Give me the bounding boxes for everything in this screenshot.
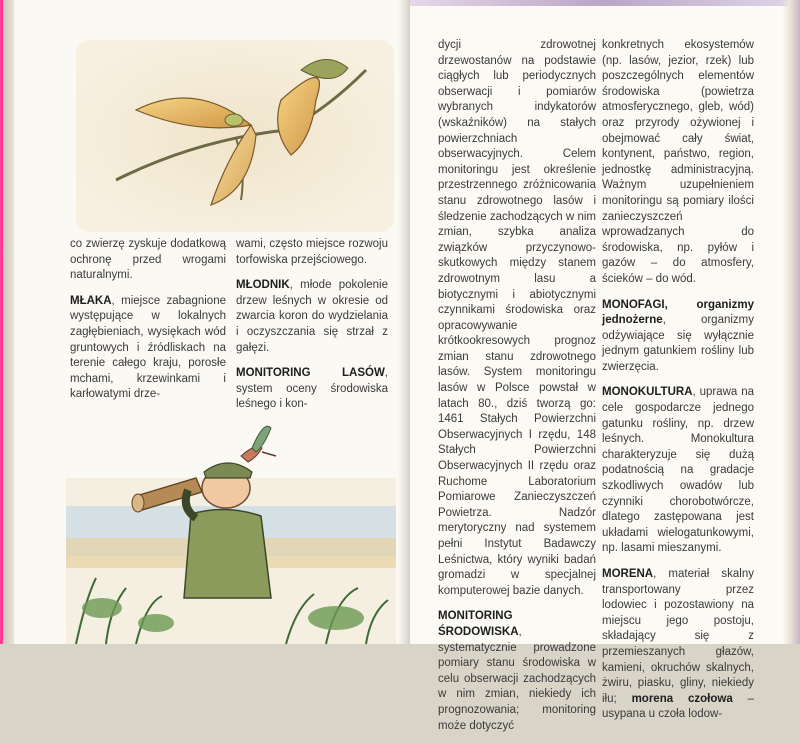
entry-text: , miejsce zabagnione występujące w lokalnych zagłębieniach, wysiękach wód gruntowych i źródliskach na terenie całego kraju, porosłe mchami, krzewinkami i karłowatymi drze- <box>70 294 226 401</box>
entry-mlaka <box>70 294 226 403</box>
entry-monitoring-lasow <box>236 366 388 413</box>
right-page <box>410 0 800 732</box>
left-column-a <box>70 237 226 413</box>
entry-text: – usypana u czoła lodow- <box>602 692 755 721</box>
entry-term-synonym: , organizmy jednożerne <box>602 298 754 327</box>
paragraph: co zwierzę zyskuje dodatkową ochronę przed wrogami naturalnymi. <box>70 238 226 282</box>
entry-term: MONOKULTURA <box>602 386 693 399</box>
entry-text: , młode pokolenie drzew leśnych w okresie od zwarcia koron do wydzielania i oczyszczania się strzał z gałęzi. <box>236 279 388 354</box>
left-page <box>0 0 410 644</box>
entry-monofagi <box>602 298 754 376</box>
entry-term: MONITORING ŚRODOWISKA <box>438 610 519 638</box>
right-page-edge <box>782 0 800 644</box>
entry-text: , uprawa na cele gospodarcze jednego gatunku rośliny, np. drzew leśnych. Monokultura charakteryzuje się dużą podatnością na gradacje szkodliwych owadów lub czynniki chorobotwórcze, dlatego zastępowana jest układami wielogatunkowymi, np. lasami mieszanymi. <box>602 386 754 555</box>
spyglass-man-illustration <box>66 418 396 644</box>
paragraph: dycji zdrowotnej drzewostanów na podstawie ciągłych lub periodycznych obserwacji i pomiarów wybranych indykatorów (wskaźników) na stałych powierzchniach obserwacyjnych. Celem monitoringu jest określenie przestrzennego zróżnicowania stanu zdrowotnego lasów i śledzenie zachodzących w nim zmian, szybka analiza związków przyczynowo-skutkowych między stanem zdrowotnym lasu a biotycznymi i abiotycznymi czynnikami środowiska oraz opracowywanie krótkookresowych prognoz zmian stanu zdrowotnego lasów. System monitoringu lasów w Polsce powstał w latach 80., dziś tworzą go: 1461 Stałych Powierzchni Obserwacyjnych I rzędu, 148 Stałych Powierzchni Obserwacyjnych II rzędu oraz Ruchome Laboratorium Pomiarowe Zanieczyszczeń Powietrza. Nadzór merytoryczny nad systemem pełni Instytut Badawczy Leśnictwa, który wyniki badań gromadzi w specjalnej komputerowej bazie danych. <box>438 39 596 597</box>
entry-morena <box>602 567 754 723</box>
entry-monitoring-srodowiska <box>438 609 596 734</box>
entry-term: MŁAKA <box>70 294 112 307</box>
page-edge-strip <box>0 0 14 644</box>
entry-monokultura <box>602 385 754 557</box>
entry-text: , systematycznie prowadzone pomiary stanu środowiska w celu obserwacji zachodzących w nim zmian, niekiedy ich prognozowania; monitoring może dotyczyć <box>438 625 596 732</box>
top-edge-band <box>410 0 800 6</box>
right-column-a <box>438 38 596 744</box>
entry-term: MONOFAGI <box>602 298 665 311</box>
entry-term: MONITORING LASÓW <box>236 367 385 380</box>
entry-text: , materiał skalny transportowany przez lodowiec i pozostawiony na miejscu jego postoju, składający się z przemieszanych głazów, kamieni, okruchów skalnych, żwiru, piasku, gliny, niekiedy iłu; <box>602 568 754 705</box>
entry-subterm: morena czołowa <box>631 692 733 705</box>
paragraph: wami, często miejsce rozwoju torfowiska przejściowego. <box>236 238 388 266</box>
entry-mlodnik <box>236 278 388 356</box>
entry-term: MŁODNIK <box>236 279 290 292</box>
entry-term: MORENA <box>602 568 654 580</box>
paragraph: konkretnych ekosystemów (np. lasów, jezior, rzek) lub poszczególnych elementów środowiska (powietrza atmosferycznego, gleb, wód) oraz przyrody ożywionej i obejmować cały świat, kontynent, państwo, region, jednostkę administracyjną. Ważnym uzupełnieniem monitoringu są pomiary ilości zanieczyszczeń wprowadzanych do środowiska, np. pyłów i gazów – do atmosfery, ścieków – do wód. <box>602 39 754 285</box>
left-column-b <box>236 237 388 423</box>
right-column-b <box>602 38 754 733</box>
leaf-illustration <box>76 40 394 232</box>
bird-drawing <box>241 426 276 462</box>
entry-text: , system oceny środowiska leśnego i kon- <box>236 367 388 411</box>
entry-text: , organizmy odżywiające się wyłącznie jednym gatunkiem rośliny lub zwierzęcia. <box>602 314 754 373</box>
